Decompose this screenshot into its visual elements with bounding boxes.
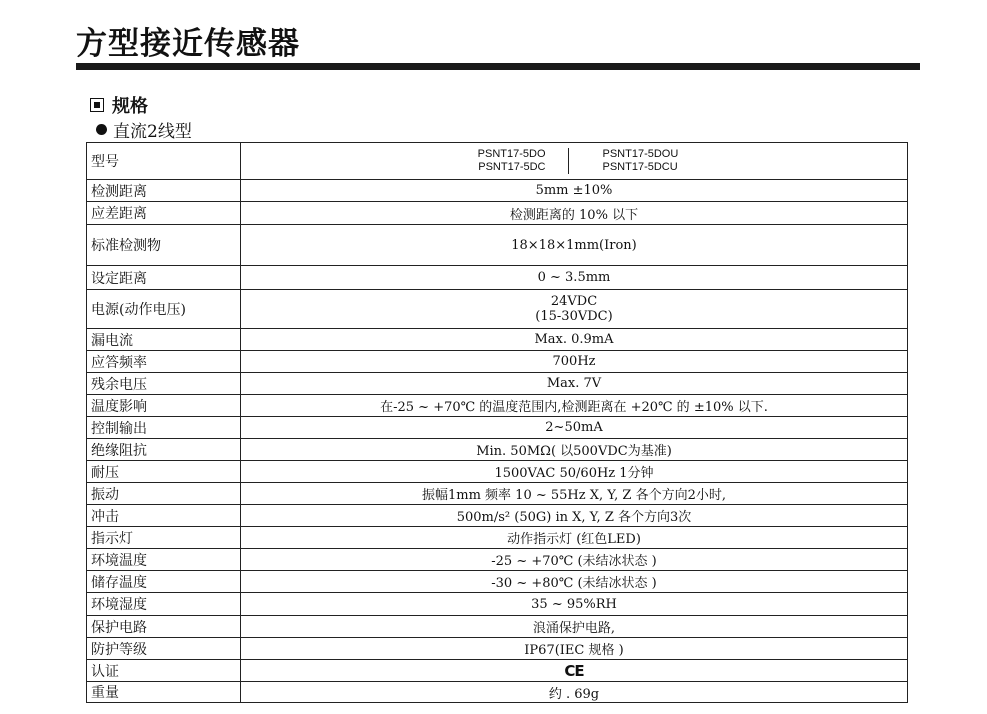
table-row [87,483,908,505]
section-heading [90,92,148,118]
table-row [87,660,908,682]
row-value: Max. 0.9mA [241,329,908,351]
model-name: PSNT17-5DCU [602,161,678,173]
row-label: 指示灯 [87,527,241,549]
row-value: -25 ~ +70℃ (未结冰状态 ) [241,549,908,571]
row-label: 环境温度 [87,549,241,571]
row-label: 储存温度 [87,571,241,593]
row-label: 电源(动作电压) [87,290,241,329]
row-value: 约 . 69g [241,682,908,703]
row-value: 700Hz [241,351,908,373]
table-row [87,505,908,527]
table-row [87,593,908,616]
section-label: 规格 [112,96,148,117]
row-label: 环境湿度 [87,593,241,616]
row-label: 设定距离 [87,266,241,290]
row-label: 型号 [87,143,241,180]
table-row [87,527,908,549]
row-value: 0 ~ 3.5mm [241,266,908,290]
table-row [87,290,908,329]
row-value-line: (15-30VDC) [535,309,613,324]
row-label: 绝缘阻抗 [87,439,241,461]
table-row [87,266,908,290]
row-value: 在-25 ~ +70℃ 的温度范围内,检测距离在 +20℃ 的 ±10% 以下. [241,395,908,417]
row-label: 防护等级 [87,638,241,660]
row-label: 检测距离 [87,180,241,202]
table-row [87,682,908,703]
row-value [241,290,908,329]
row-value: 浪涌保护电路, [241,616,908,638]
table-row [87,351,908,373]
row-value-line: 24VDC [550,294,598,309]
row-label: 温度影响 [87,395,241,417]
table-row [87,439,908,461]
table-row [87,373,908,395]
model-group-left [241,148,569,174]
row-value: 18×18×1mm(Iron) [241,225,908,266]
model-cell [241,143,908,180]
row-value: IP67(IEC 规格 ) [241,638,908,660]
row-value: 35 ~ 95%RH [241,593,908,616]
row-label: 应答频率 [87,351,241,373]
row-label: 耐压 [87,461,241,483]
row-value: -30 ~ +80℃ (未结冰状态 ) [241,571,908,593]
row-value: 2~50mA [241,417,908,439]
circle-bullet-icon [96,124,107,135]
row-label: 冲击 [87,505,241,527]
row-label: 振动 [87,483,241,505]
row-value [241,660,908,682]
table-row [87,329,908,351]
model-group-right [569,148,908,174]
row-value: 振幅1mm 频率 10 ~ 55Hz X, Y, Z 各个方向2小时, [241,483,908,505]
ce-mark: CE [564,661,584,680]
table-row [87,549,908,571]
row-value: 检测距离的 10% 以下 [241,202,908,225]
model-name: PSNT17-5DOU [602,148,679,160]
row-label: 应差距离 [87,202,241,225]
spec-table [86,142,908,703]
subsection-heading [96,117,192,142]
title-divider [76,63,920,70]
table-row [87,417,908,439]
table-row [87,616,908,638]
row-label: 认证 [87,660,241,682]
table-row [87,143,908,180]
subsection-label: 直流2线型 [113,122,192,142]
row-value: 500m/s² (50G) in X, Y, Z 各个方向3次 [241,505,908,527]
square-bullet-icon [90,98,104,112]
table-row [87,461,908,483]
row-label: 标准检测物 [87,225,241,266]
row-value: 1500VAC 50/60Hz 1分钟 [241,461,908,483]
table-row [87,638,908,660]
table-row [87,395,908,417]
row-value: 5mm ±10% [241,180,908,202]
row-value: Max. 7V [241,373,908,395]
model-name: PSNT17-5DC [478,161,546,173]
table-row [87,225,908,266]
table-row [87,180,908,202]
row-label: 控制输出 [87,417,241,439]
row-label: 残余电压 [87,373,241,395]
row-value: Min. 50MΩ( 以500VDC为基准) [241,439,908,461]
row-label: 重量 [87,682,241,703]
row-value: 动作指示灯 (红色LED) [241,527,908,549]
table-row [87,202,908,225]
page-title: 方型接近传感器 [76,26,300,62]
row-label: 漏电流 [87,329,241,351]
model-name: PSNT17-5DO [477,148,546,160]
row-label: 保护电路 [87,616,241,638]
table-row [87,571,908,593]
